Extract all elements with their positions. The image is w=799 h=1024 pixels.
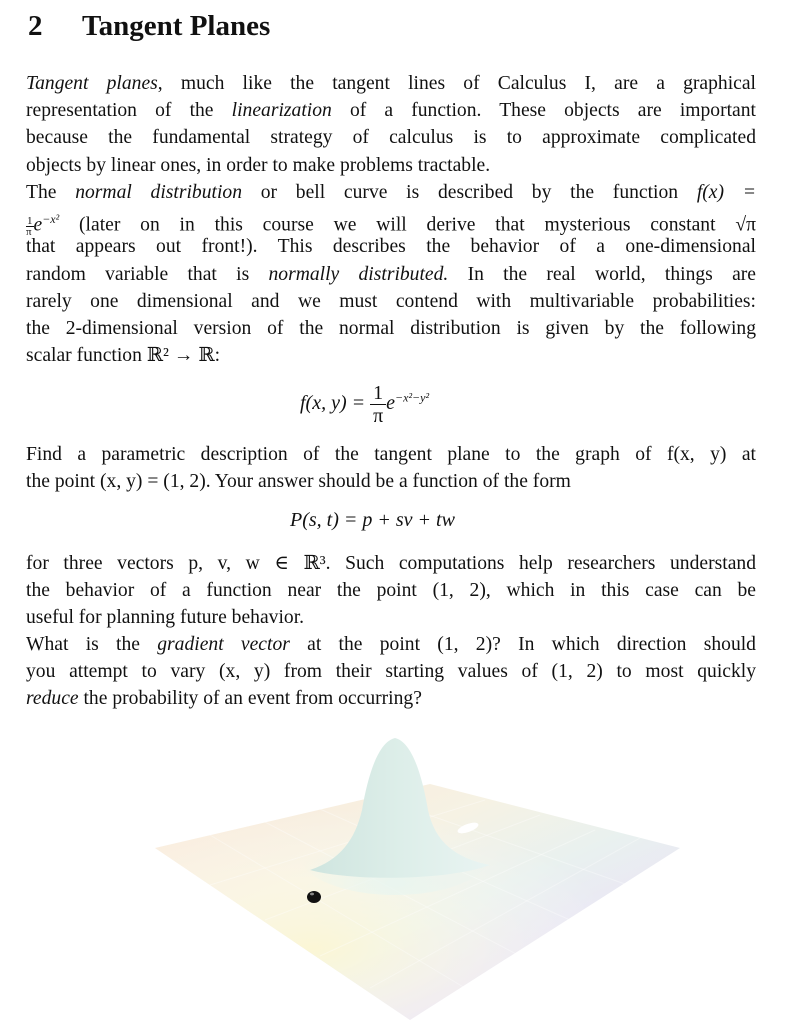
text-line: you attempt to vary (x, y) from their starting values of (1, 2) to most quickly <box>26 661 756 683</box>
text-line: useful for planning future behavior. <box>26 607 305 629</box>
text: or bell curve is described by the function <box>242 182 697 203</box>
emphasis: reduce <box>26 688 79 710</box>
section-number: 2 <box>28 10 43 42</box>
text-line: scalar function ℝ² → ℝ: <box>26 345 221 367</box>
text: of a function. These objects are important <box>331 100 756 122</box>
text-line: Find a parametric description of the tangent plane to the graph of f(x, y) at <box>26 444 756 465</box>
fraction <box>370 382 386 427</box>
text: In the real world, things are <box>448 263 756 285</box>
math: f(x) = <box>696 182 756 203</box>
math: e <box>386 392 396 415</box>
paragraph-intro <box>26 70 756 179</box>
text: representation of the <box>26 100 232 122</box>
text-line: objects by linear ones, in order to make problems tractable. <box>26 154 491 176</box>
text-line: rarely one dimensional and we must contend with multivariable probabilities: <box>26 290 756 312</box>
numerator: 1 <box>370 382 386 405</box>
text-line: the 2-dimensional version of the normal distribution is given by the following <box>26 317 756 339</box>
text: (later on in this course we will derive that mysterious constant <box>59 214 736 236</box>
emphasis: gradient vector <box>157 634 290 655</box>
text: the probability of an event from occurring? <box>78 688 422 710</box>
tangent-point-marker <box>307 891 321 903</box>
paragraph-vectors <box>26 550 756 632</box>
text: The <box>26 182 76 203</box>
exponent: −x² <box>42 212 60 227</box>
text-line <box>26 97 756 124</box>
equation-bivariate-normal <box>300 382 429 427</box>
denominator: π <box>373 405 384 427</box>
text: random variable that is <box>26 263 269 285</box>
math: f(x, y) = <box>300 392 366 415</box>
denominator: π <box>26 225 32 238</box>
emphasis: normally distributed. <box>268 263 449 285</box>
paragraph-question <box>26 441 756 495</box>
text: , much like the tangent lines of Calculus I, are a graphical <box>157 73 756 94</box>
gaussian-surface-plot <box>150 730 710 1024</box>
text-line <box>26 631 756 658</box>
text-line: that appears out front!). This describes the behavior of a one-dimensional <box>26 236 756 258</box>
paragraph-normal-distribution <box>26 179 756 369</box>
text-line: for three vectors p, v, w ∈ ℝ³. Such computations help researchers understand <box>26 553 756 574</box>
text-line: the behavior of a function near the point (1, 2), which in this case can be <box>26 580 756 602</box>
text-line: the point (x, y) = (1, 2). Your answer should be a function of the form <box>26 471 571 493</box>
text-line <box>26 70 756 97</box>
equation-parametric-plane: P(s, t) = p + sv + tw <box>290 509 455 531</box>
math: √π <box>735 214 756 236</box>
text-line <box>26 206 756 238</box>
emphasis: linearization <box>231 100 332 122</box>
text-line <box>26 685 756 712</box>
text-line: because the fundamental strategy of calculus is to approximate complicated <box>26 127 756 149</box>
section-heading <box>28 10 270 43</box>
section-title: Tangent Planes <box>82 10 271 42</box>
numerator: 1 <box>27 214 33 227</box>
text: What is the <box>26 634 158 655</box>
emphasis: normal distribution <box>75 182 243 203</box>
paragraph-gradient <box>26 631 756 713</box>
emphasis: Tangent planes <box>26 73 158 94</box>
tangent-point-shine <box>310 893 314 896</box>
text: at the point (1, 2)? In which direction should <box>289 634 756 655</box>
exponent: −x²−y² <box>395 390 430 405</box>
math: e <box>33 214 43 236</box>
text-line <box>26 179 756 206</box>
text-line <box>26 261 756 288</box>
